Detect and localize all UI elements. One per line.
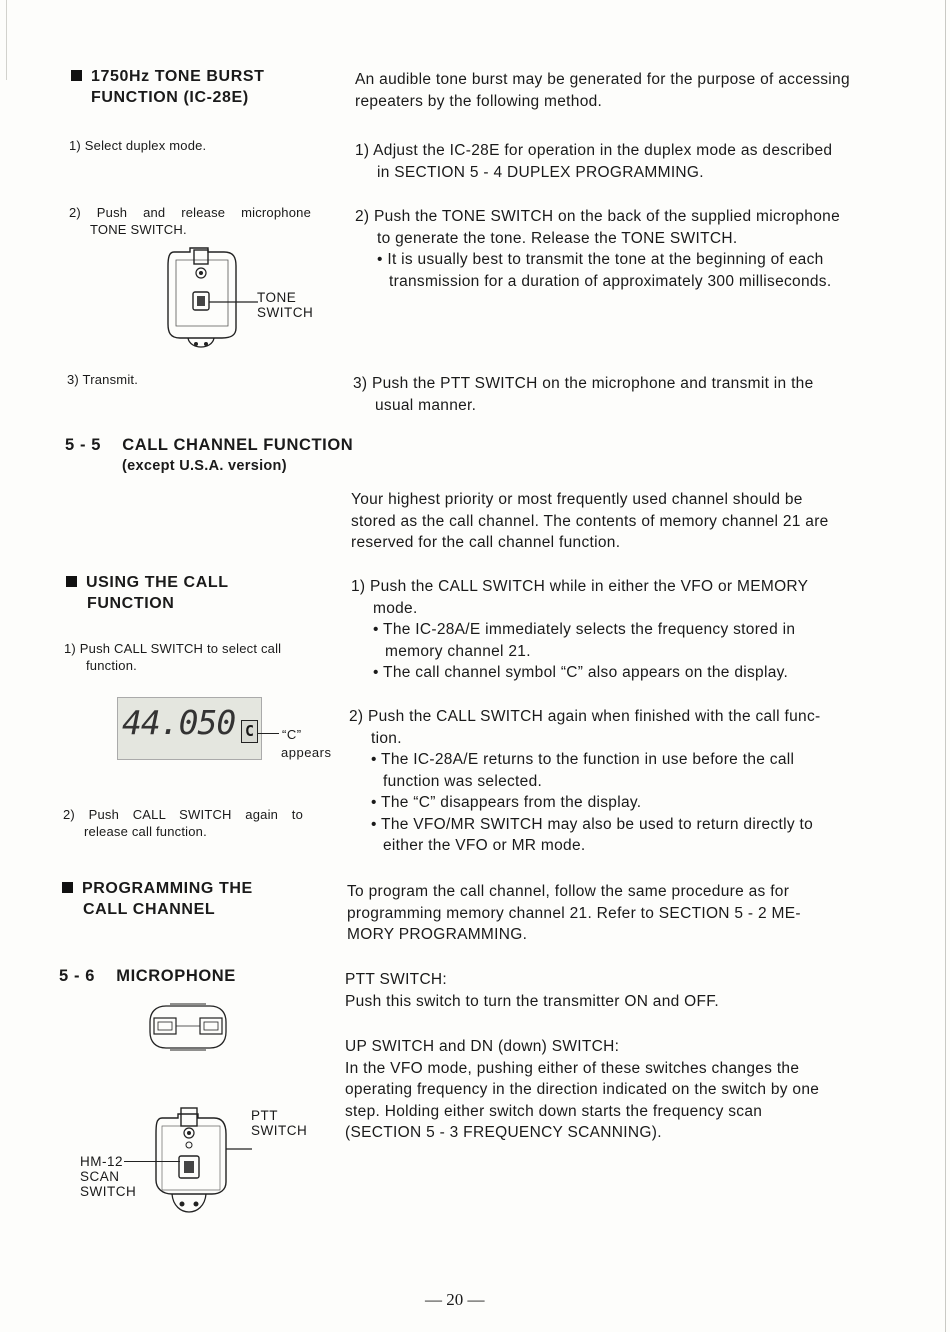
c-appears-label-2: appears xyxy=(281,745,332,760)
call-right-step-1 xyxy=(351,576,808,684)
text-line: tion. xyxy=(371,729,402,747)
lcd-display xyxy=(117,697,262,760)
heading-bullet xyxy=(71,70,82,81)
bullet-line: • The VFO/MR SWITCH may also be used to return directly to xyxy=(371,815,814,833)
text-line: In the VFO mode, pushing either of these switches changes the xyxy=(345,1059,800,1077)
text-line: operating frequency in the direction indicated on the switch by one xyxy=(345,1081,820,1098)
page-edge-line xyxy=(945,0,946,1332)
text-line: An audible tone burst may be generated for the purpose of accessing xyxy=(355,71,850,88)
hm12-scan-switch-label xyxy=(80,1154,136,1199)
text-line: PTT xyxy=(251,1108,278,1123)
text-line: transmission for a duration of approximately 300 milliseconds. xyxy=(389,272,832,290)
bullet-line: • It is usually best to transmit the tone at the beginning of each xyxy=(377,251,824,268)
text-line: TONE SWITCH. xyxy=(90,222,187,237)
tone-right-step-2 xyxy=(355,206,840,292)
section-5-5-intro xyxy=(351,489,829,554)
tone-left-step-1: 1) Select duplex mode. xyxy=(69,138,207,153)
text-line: SWITCH xyxy=(80,1184,137,1199)
microphone-back-figure xyxy=(160,246,260,358)
text-line: 1) Push the CALL SWITCH while in either the VFO or MEMORY xyxy=(351,578,809,595)
tone-burst-heading-line1: 1750Hz TONE BURST xyxy=(91,68,265,85)
text-line: step. Holding either switch down starts the frequency scan xyxy=(345,1102,763,1120)
c-appears-label-1: “C” xyxy=(282,727,302,742)
programming-call-heading-line1: PROGRAMMING THE xyxy=(82,880,253,897)
bullet-line: • The IC-28A/E returns to the function in use before the call xyxy=(371,751,795,768)
text-line: to generate the tone. Release the TONE SWITCH. xyxy=(377,229,738,247)
text-line: function. xyxy=(86,658,137,673)
text-line: usual manner. xyxy=(375,396,477,414)
page-edge-line-left xyxy=(6,0,7,80)
text-line: 1) Push CALL SWITCH to select call xyxy=(64,641,282,656)
ptt-text: Push this switch to turn the transmitter ON and OFF. xyxy=(345,992,719,1010)
text-line: Your highest priority or most frequently used channel should be xyxy=(351,491,803,508)
programming-call-text xyxy=(347,881,801,946)
text-line: TONE xyxy=(257,290,297,305)
programming-call-heading-line2: CALL CHANNEL xyxy=(83,901,216,918)
text-line: 1) Adjust the IC-28E for operation in the duplex mode as described xyxy=(355,142,833,159)
text-line: repeaters by the following method. xyxy=(355,92,603,110)
text-line: (SECTION 5 - 3 FREQUENCY SCANNING). xyxy=(345,1124,662,1141)
tone-left-step-3: 3) Transmit. xyxy=(67,372,139,387)
text-line: HM-12 xyxy=(80,1154,124,1169)
text-line: in SECTION 5 - 4 DUPLEX PROGRAMMING. xyxy=(377,163,704,181)
text-line: reserved for the call channel function. xyxy=(351,534,621,551)
text-line: 2) Push the TONE SWITCH on the back of the supplied microphone xyxy=(355,208,840,225)
call-left-step-2 xyxy=(63,806,303,840)
heading-bullet xyxy=(66,576,77,587)
tone-burst-intro xyxy=(355,69,850,112)
using-call-heading-line2: FUNCTION xyxy=(87,595,175,612)
text-line: either the VFO or MR mode. xyxy=(383,837,586,854)
updn-title: UP SWITCH and DN (down) SWITCH: xyxy=(345,1038,620,1055)
section-title: CALL CHANNEL FUNCTION xyxy=(122,436,354,454)
microphone-top-figure xyxy=(146,1002,230,1054)
text-line: 3) Push the PTT SWITCH on the microphone and transmit in the xyxy=(353,375,814,392)
microphone-front-figure xyxy=(148,1100,260,1224)
section-5-5-heading xyxy=(65,435,353,456)
text-line: release call function. xyxy=(84,824,207,839)
text-line: 2) Push CALL SWITCH again to xyxy=(63,807,303,822)
text-line: SWITCH xyxy=(251,1123,308,1138)
call-left-step-1 xyxy=(64,640,281,674)
tone-burst-heading-line2: FUNCTION (IC-28E) xyxy=(91,89,249,106)
heading-bullet xyxy=(62,882,73,893)
bullet-line: • The IC-28A/E immediately selects the frequency stored in xyxy=(373,621,796,638)
text-line: SCAN xyxy=(80,1169,120,1184)
tone-switch-label xyxy=(257,290,313,320)
tone-right-step-1 xyxy=(355,140,832,183)
text-line: function was selected. xyxy=(383,772,543,790)
call-symbol-leader-line xyxy=(257,733,279,734)
text-line: SWITCH xyxy=(257,305,314,320)
text-line: 2) Push and release microphone xyxy=(69,205,311,220)
tone-right-step-3 xyxy=(353,373,814,416)
tone-left-step-2 xyxy=(69,204,311,238)
text-line: stored as the call channel. The contents of memory channel 21 are xyxy=(351,512,829,530)
text-line: programming memory channel 21. Refer to SECTION 5 - 2 ME- xyxy=(347,904,801,922)
updn-switch-description xyxy=(345,1036,819,1144)
using-call-heading-line1: USING THE CALL xyxy=(86,574,229,591)
page-number: — 20 — xyxy=(425,1290,485,1309)
section-5-6-heading xyxy=(59,966,236,987)
text-line: 2) Push the CALL SWITCH again when finished with the call func- xyxy=(349,708,821,725)
bullet-line: • The call channel symbol “C” also appears on the display. xyxy=(373,664,789,681)
section-5-5-subtitle: (except U.S.A. version) xyxy=(122,458,287,474)
lcd-call-symbol: C xyxy=(241,720,258,743)
section-number: 5 - 5 xyxy=(65,436,102,454)
ptt-switch-description xyxy=(345,969,719,1012)
text-line: To program the call channel, follow the same procedure as for xyxy=(347,883,790,900)
call-right-step-2 xyxy=(349,706,821,857)
ptt-title: PTT SWITCH: xyxy=(345,971,448,988)
using-call-heading xyxy=(66,572,229,614)
ptt-switch-label xyxy=(251,1108,307,1138)
section-number: 5 - 6 xyxy=(59,967,96,985)
bullet-line: • The “C” disappears from the display. xyxy=(371,794,642,811)
lcd-readout: 44.050 xyxy=(122,703,236,742)
programming-call-heading xyxy=(62,878,253,920)
text-line: mode. xyxy=(373,599,418,617)
section-title: MICROPHONE xyxy=(116,967,236,985)
tone-burst-heading xyxy=(71,66,265,108)
text-line: memory channel 21. xyxy=(385,642,531,660)
text-line: MORY PROGRAMMING. xyxy=(347,926,528,943)
